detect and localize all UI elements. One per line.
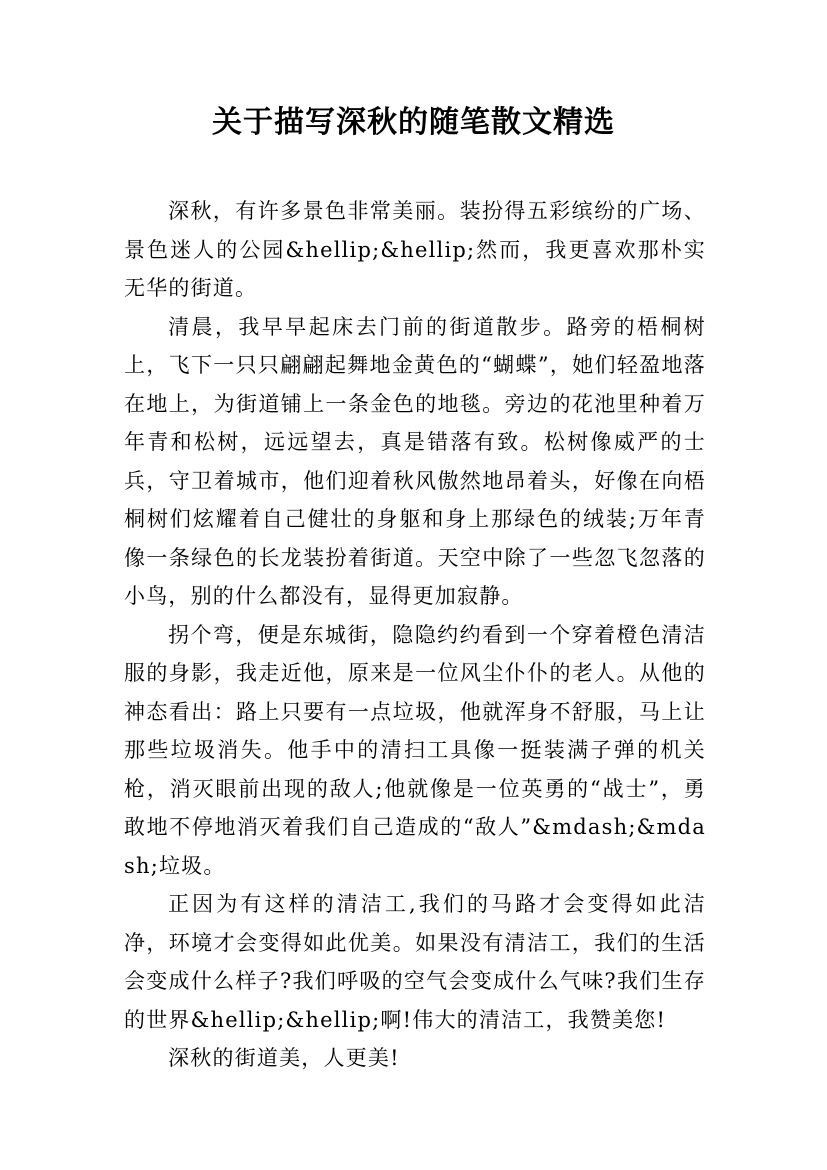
paragraph-2: 清晨，我早早起床去门前的街道散步。路旁的梧桐树上，飞下一只只翩翩起舞地金黄色的“蝴蝶”，她们轻盈地落在地上，为街道铺上一条金色的地毯。旁边的花池里种着万年青和松树，远远望去，真是错落有致。松树像威严的士兵，守卫着城市，他们迎着秋风傲然地昂着头，好像在向梧桐树们炫耀着自己健壮的身躯和身上那绿色的绒装;万年青像一条绿色的长龙装扮着街道。天空中除了一些忽飞忽落的小鸟，别的什么都没有，显得更加寂静。 xyxy=(124,314,706,608)
paragraph-1: 深秋，有许多景色非常美丽。装扮得五彩缤纷的广场、景色迷人的公园&hellip;&hellip;然而，我更喜欢那朴实无华的街道。 xyxy=(124,199,706,300)
document-body xyxy=(124,192,706,1078)
paragraph-3: 拐个弯，便是东城街，隐隐约约看到一个穿着橙色清洁服的身影，我走近他，原来是一位风尘仆仆的老人。从他的神态看出：路上只要有一点垃圾，他就浑身不舒服，马上让那些垃圾消失。他手中的清扫工具像一挺装满子弹的机关枪，消灭眼前出现的敌人;他就像是一位英勇的“战士”，勇敢地不停地消灭着我们自己造成的“敌人”&mdash;&mdash;垃圾。 xyxy=(124,622,706,878)
paragraph-5: 深秋的街道美，人更美! xyxy=(168,1046,400,1070)
document-title: 关于描写深秋的随笔散文精选 xyxy=(212,105,615,140)
paragraph-4: 正因为有这样的清洁工,我们的马路才会变得如此洁净，环境才会变得如此优美。如果没有清洁工，我们的生活会变成什么样子?我们呼吸的空气会变成什么气味?我们生存的世界&hellip;&hellip;啊!伟大的清洁工，我赞美您! xyxy=(124,892,706,1032)
